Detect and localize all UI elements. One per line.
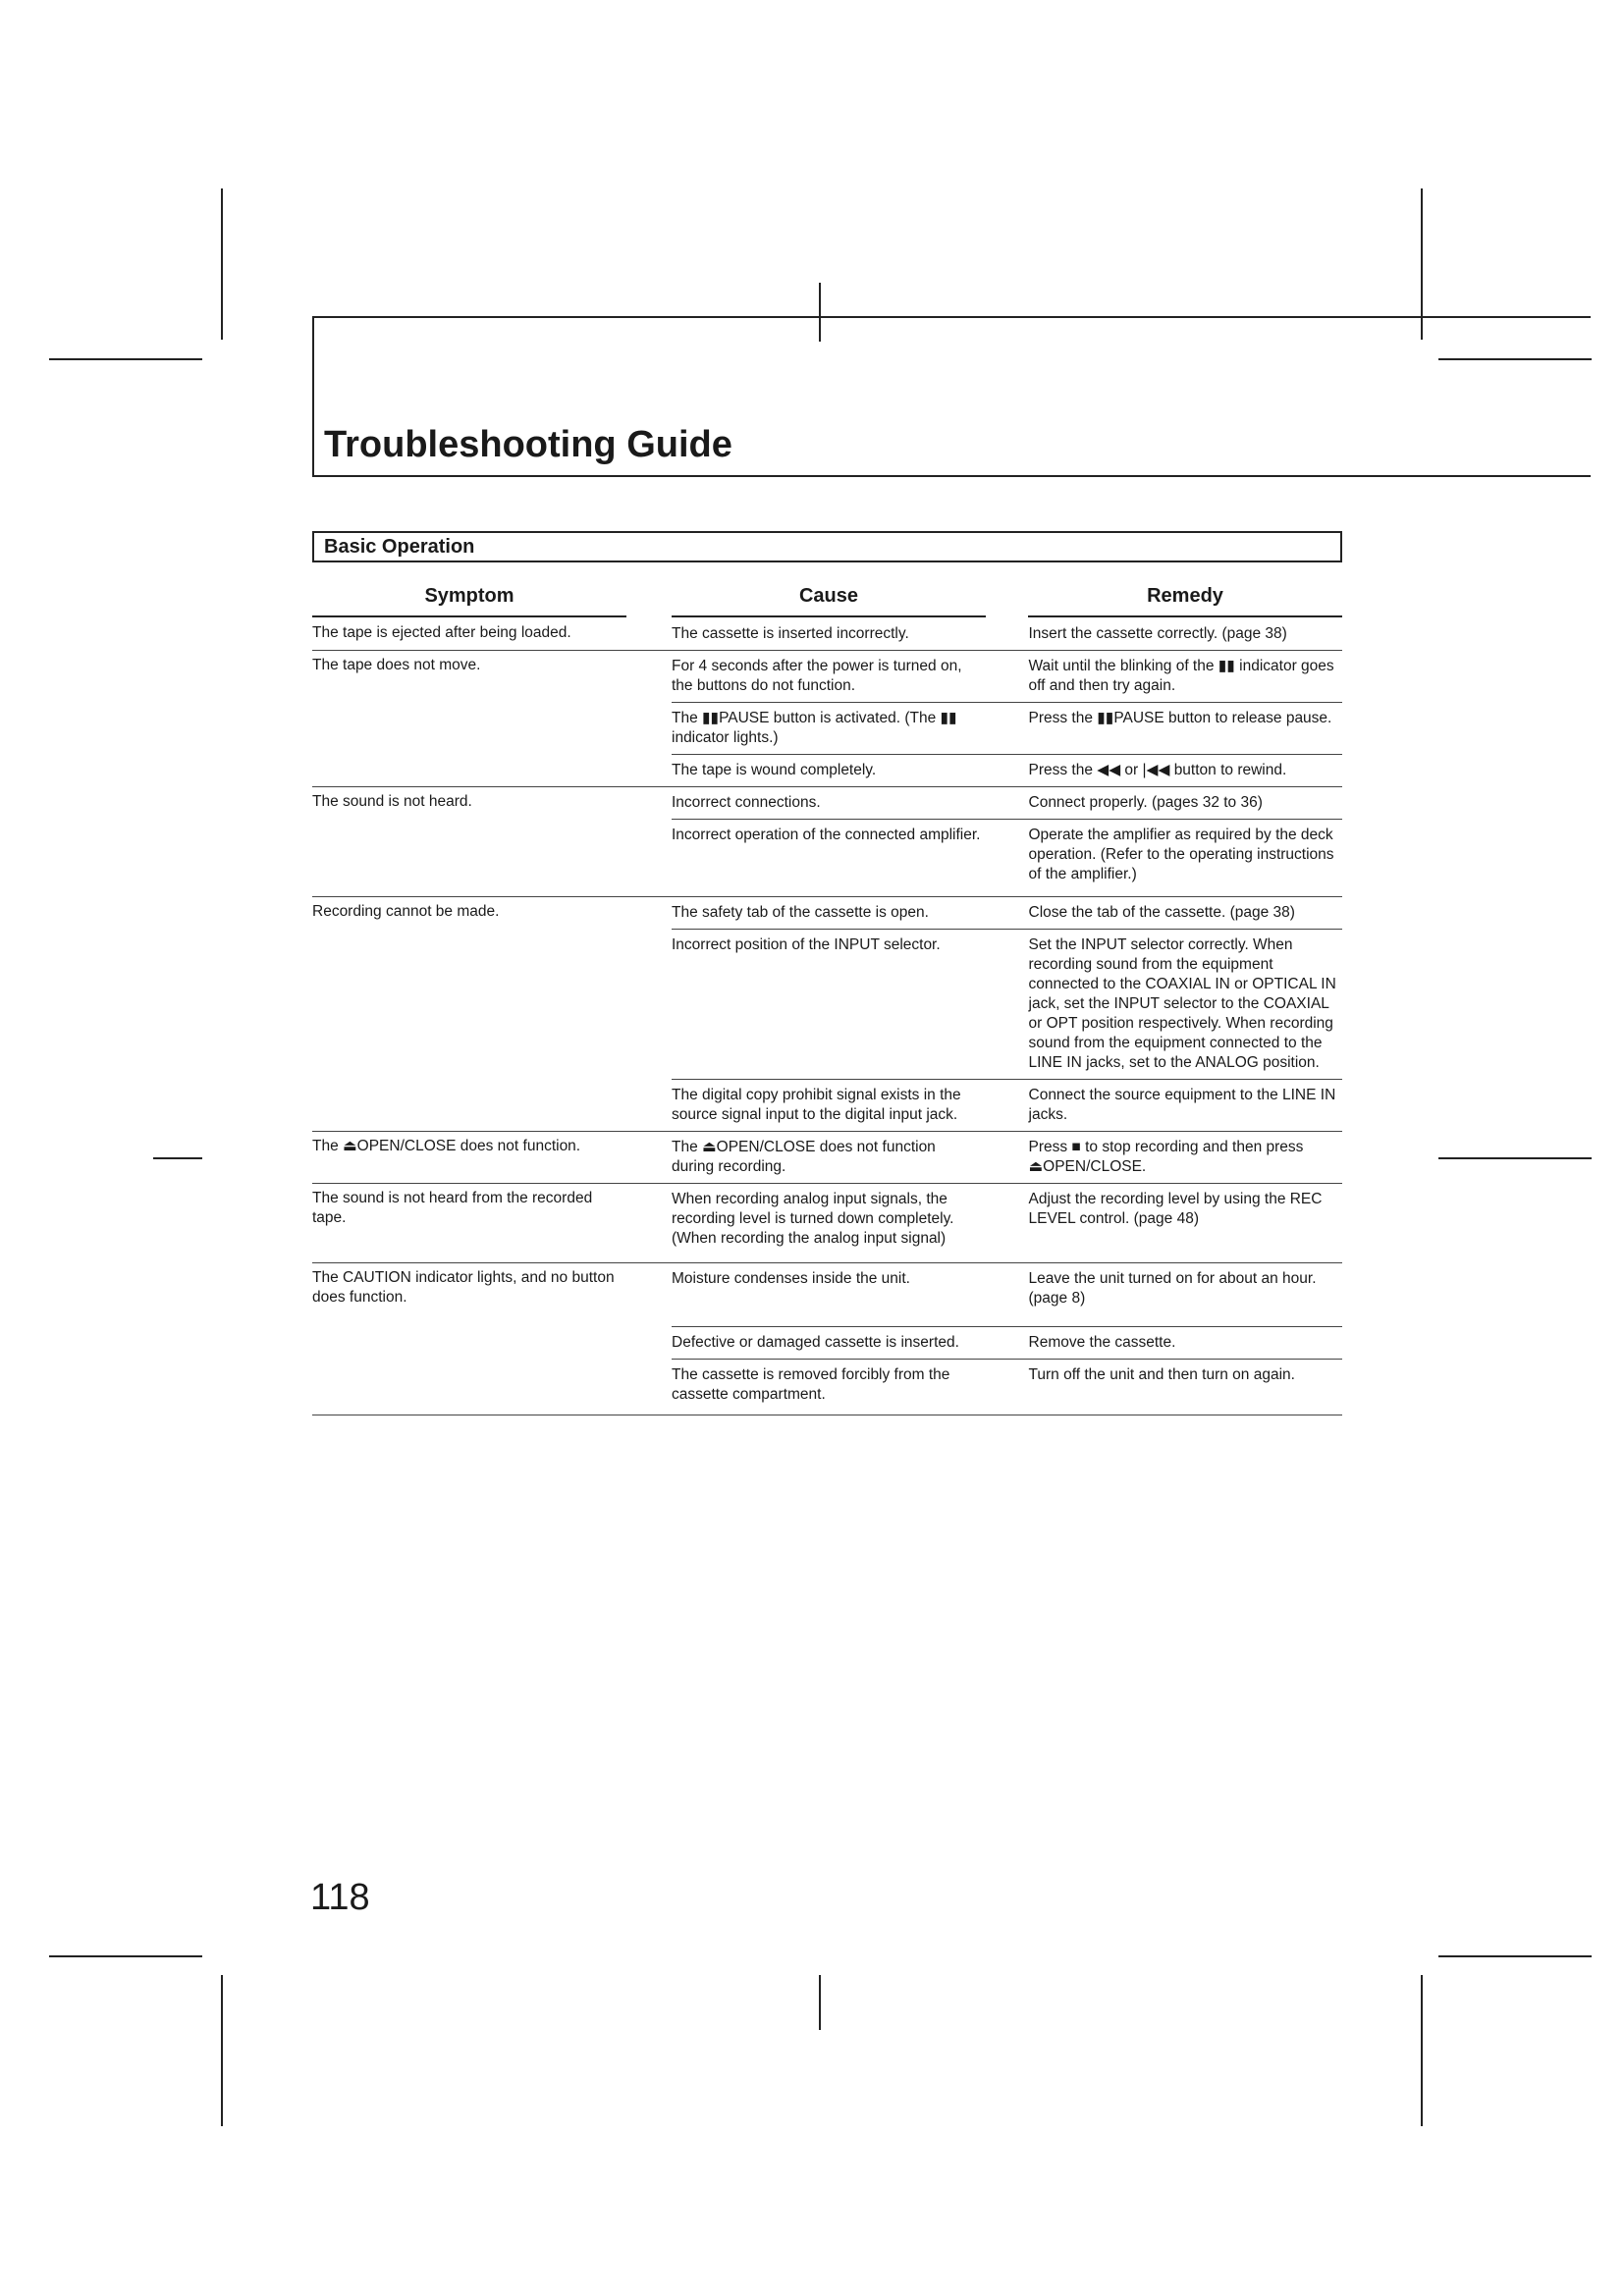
crop-mark (1438, 1955, 1592, 1957)
crop-mark (819, 1975, 821, 2030)
crop-mark (49, 1955, 202, 1957)
cause-cell: Defective or damaged cassette is inserted. (672, 1334, 959, 1351)
symptom-cell: The sound is not heard from the recorded tape. (312, 1190, 593, 1226)
remedy-cell: Turn off the unit and then turn on again. (1028, 1366, 1295, 1383)
cause-cell: For 4 seconds after the power is turned on, the buttons do not function. (672, 658, 962, 694)
cause-cell: Moisture condenses inside the unit. (672, 1270, 910, 1287)
cause-cell: The ▮▮PAUSE button is activated. (The ▮▮ indicator lights.) (672, 710, 957, 746)
cause-cell: The tape is wound completely. (672, 762, 877, 778)
remedy-cell: Set the INPUT selector correctly. When recording sound from the equipment connected to the COAXIAL IN or OPTICAL IN jack, set the INPUT selector to the COAXIAL or OPT position respectively. When recording sound from the equipment connected to the LINE IN jacks, set to the ANALOG position. (1028, 936, 1336, 1071)
column-rule (1028, 615, 1342, 617)
remedy-cell: Adjust the recording level by using the REC LEVEL control. (page 48) (1028, 1191, 1323, 1227)
symptom-cell: The tape is ejected after being loaded. (312, 624, 571, 641)
column-header-symptom: Symptom (424, 585, 514, 607)
table-row (312, 1184, 1342, 1263)
page-title: Troubleshooting Guide (324, 424, 732, 465)
crop-mark (1421, 1975, 1423, 2126)
symptom-cell: Recording cannot be made. (312, 903, 500, 920)
table-row (312, 897, 1342, 1132)
cause-cell: The cassette is inserted incorrectly. (672, 625, 909, 642)
symptom-cell: The CAUTION indicator lights, and no button does function. (312, 1269, 615, 1306)
title-frame-left (312, 316, 314, 477)
symptom-cell: The ⏏OPEN/CLOSE does not function. (312, 1138, 581, 1154)
remedy-cell: Press the ▮▮PAUSE button to release pause. (1028, 710, 1332, 726)
remedy-cell: Connect properly. (pages 32 to 36) (1028, 794, 1263, 811)
remedy-cell: Leave the unit turned on for about an hour. (page 8) (1028, 1270, 1317, 1307)
crop-mark (819, 283, 821, 342)
section-header: Basic Operation (312, 531, 1342, 562)
table-row (312, 787, 1342, 897)
column-header-cause: Cause (798, 585, 859, 607)
crop-mark (49, 358, 202, 360)
remedy-cell: Operate the amplifier as required by the deck operation. (Refer to the operating instructions of the amplifier.) (1028, 827, 1334, 882)
column-header-remedy: Remedy (1147, 585, 1223, 607)
cause-cell: When recording analog input signals, the recording level is turned down completely. (When recording the analog input signal) (672, 1191, 954, 1247)
cause-cell: The safety tab of the cassette is open. (672, 904, 929, 921)
title-frame-bottom (312, 475, 1591, 477)
remedy-cell: Connect the source equipment to the LINE IN jacks. (1028, 1087, 1336, 1123)
column-rule (312, 615, 626, 617)
cause-cell: Incorrect position of the INPUT selector. (672, 936, 941, 953)
cause-cell: The cassette is removed forcibly from the cassette compartment. (672, 1366, 950, 1403)
cause-cell: Incorrect connections. (672, 794, 821, 811)
table-row (312, 1132, 1342, 1184)
symptom-cell: The sound is not heard. (312, 793, 472, 810)
troubleshooting-table (312, 618, 1342, 1415)
remedy-cell: Remove the cassette. (1028, 1334, 1176, 1351)
crop-mark (221, 1975, 223, 2126)
table-row (312, 651, 1342, 787)
column-rule (672, 615, 986, 617)
remedy-cell: Press the ◀◀ or |◀◀ button to rewind. (1028, 762, 1287, 778)
cause-cell: The ⏏OPEN/CLOSE does not function during recording. (672, 1139, 936, 1175)
remedy-cell: Insert the cassette correctly. (page 38) (1028, 625, 1287, 642)
crop-mark (221, 188, 223, 340)
crop-mark (153, 1157, 202, 1159)
crop-mark (1438, 358, 1592, 360)
remedy-cell: Wait until the blinking of the ▮▮ indicator goes off and then try again. (1028, 658, 1334, 694)
cause-cell: The digital copy prohibit signal exists in the source signal input to the digital input jack. (672, 1087, 961, 1123)
remedy-cell: Press ■ to stop recording and then press ⏏OPEN/CLOSE. (1028, 1139, 1304, 1175)
cause-cell: Incorrect operation of the connected amplifier. (672, 827, 981, 843)
page-number: 118 (310, 1877, 370, 1918)
symptom-cell: The tape does not move. (312, 657, 481, 673)
table-row (312, 1263, 1342, 1415)
title-frame-top (312, 316, 1591, 318)
remedy-cell: Close the tab of the cassette. (page 38) (1028, 904, 1295, 921)
crop-mark (1438, 1157, 1592, 1159)
table-row (312, 618, 1342, 651)
